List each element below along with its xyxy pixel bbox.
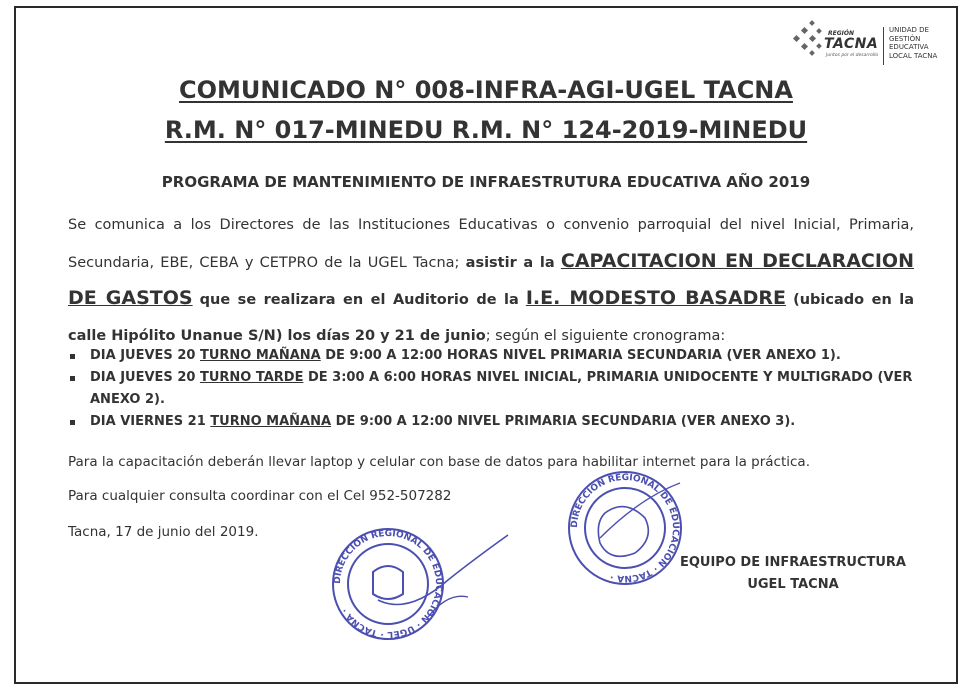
equipment-note: Para la capacitación deberán llevar laptop y celular con base de datos para habilitar internet para la práctica. bbox=[68, 454, 810, 470]
document-title: COMUNICADO N° 008-INFRA-AGI-UGEL TACNA bbox=[179, 76, 793, 104]
schedule-turn: TURNO MAÑANA bbox=[210, 414, 332, 429]
schedule-day: DIA JUEVES 20 bbox=[90, 370, 196, 385]
logo-name: TACNA bbox=[824, 36, 879, 52]
logo-unit-line: LOCAL TACNA bbox=[889, 51, 938, 60]
logo-unit-line: GESTIÓN bbox=[889, 34, 921, 43]
location-dates-text: (ubicado en la calle Hipólito Unanue S/N) los días 20 y 21 de junio bbox=[68, 292, 915, 344]
schedule-day: DIA VIERNES 21 bbox=[90, 414, 206, 429]
schedule-turn: TURNO MAÑANA bbox=[199, 348, 321, 363]
schedule-item bbox=[68, 411, 928, 433]
schedule-turn: TURNO TARDE bbox=[199, 370, 304, 385]
schedule-detail: DE 3:00 A 6:00 HORAS NIVEL INICIAL, PRIMARIA UNIDOCENTE Y MULTIGRADO (VER ANEXO 2). bbox=[90, 370, 913, 407]
contact-note: Para cualquier consulta coordinar con el Cel 952-507282 bbox=[68, 488, 452, 504]
announcement-paragraph bbox=[68, 208, 914, 354]
logo-divider bbox=[883, 27, 884, 65]
logo-unit-name bbox=[889, 26, 957, 60]
svg-text:DIRECCION REGIONAL DE EDUCACIO: DIRECCION REGIONAL DE EDUCACION · UGEL · TACNA · bbox=[332, 528, 444, 640]
signature-org: UGEL TACNA bbox=[747, 577, 839, 592]
schedule-list bbox=[68, 345, 928, 433]
official-seal-icon bbox=[318, 522, 518, 647]
logo-unit-line: UNIDAD DE bbox=[889, 26, 929, 34]
document-date: Tacna, 17 de junio del 2019. bbox=[68, 524, 259, 540]
venue-intro-text: que se realizara en el Auditorio de la bbox=[199, 292, 519, 308]
schedule-item bbox=[68, 367, 928, 411]
document-reference: R.M. N° 017-MINEDU R.M. N° 124-2019-MINEDU bbox=[164, 116, 808, 144]
official-seal-icon bbox=[560, 468, 690, 593]
training-name: CAPACITACION EN DECLARACION DE GASTOS bbox=[68, 249, 914, 309]
schedule-intro-text: ; según el siguiente cronograma: bbox=[485, 327, 726, 344]
schedule-detail: DE 9:00 A 12:00 HORAS NIVEL PRIMARIA SECUNDARIA (VER ANEXO 1). bbox=[325, 348, 841, 363]
svg-text:DIRECCION REGIONAL DE EDUCACIO: DIRECCION REGIONAL DE EDUCACION · TACNA · bbox=[569, 472, 681, 584]
venue-name: I.E. MODESTO BASADRE bbox=[525, 287, 787, 309]
schedule-day: DIA JUEVES 20 bbox=[90, 348, 196, 363]
program-subtitle: PROGRAMA DE MANTENIMIENTO DE INFRAESTRUTURA EDUCATIVA AÑO 2019 bbox=[161, 173, 811, 191]
schedule-detail: DE 9:00 A 12:00 NIVEL PRIMARIA SECUNDARIA (VER ANEXO 3). bbox=[335, 414, 796, 429]
asistir-text: asistir a la bbox=[465, 254, 555, 271]
schedule-item bbox=[68, 345, 928, 367]
logo-unit-line: EDUCATIVA bbox=[889, 43, 929, 51]
logo-region-label: REGIÓN bbox=[828, 30, 854, 37]
logo-tagline: Juntos por el desarrollo bbox=[826, 53, 879, 58]
signature-team: EQUIPO DE INFRAESTRUCTURA bbox=[679, 555, 906, 570]
intro-text: Se comunica a los Directores de las Instituciones Educativas o convenio parroquial del nivel Inicial, Primaria, Secundaria, EBE, CEBA y CETPRO de la UGEL Tacna; bbox=[68, 217, 914, 271]
